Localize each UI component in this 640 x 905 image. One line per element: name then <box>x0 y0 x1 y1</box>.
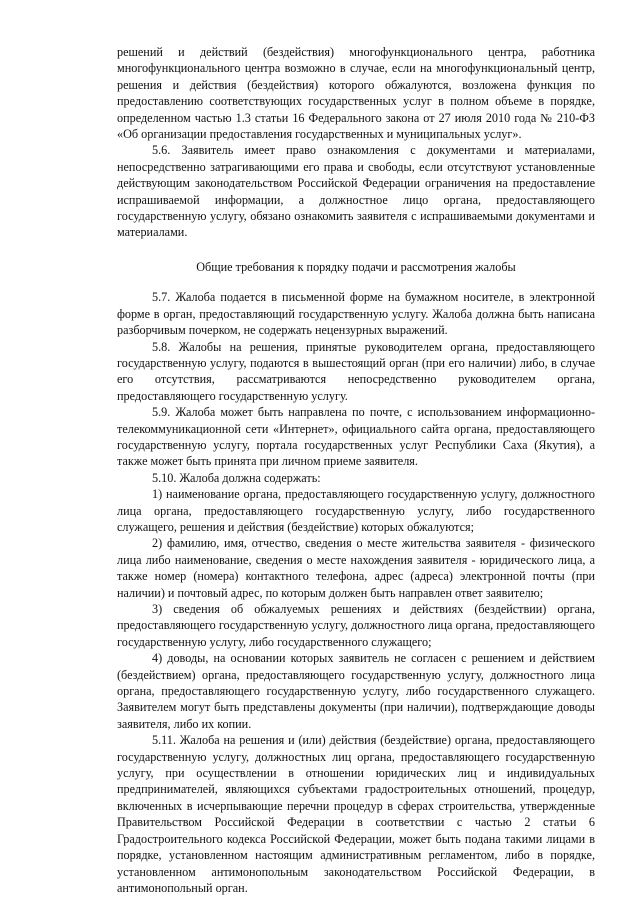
paragraph-5-6: 5.6. Заявитель имеет право ознакомления с документами и материалами, непосредственно затрагивающими его права и свободы, если отсутствуют установленные действующим законодательством Российской Федерации ограничения на предоставление испрашиваемой информации, а должностное лицо органа, предоставляющего государственную услугу, обязано ознакомить заявителя с испрашиваемыми документами и материалами. <box>117 143 595 240</box>
paragraph-5-11: 5.11. Жалоба на решения и (или) действия (бездействие) органа, предоставляющего государственную услугу, должностных лиц органа, предоставляющего государственную услугу, при осуществлении в отношении юридических лиц и индивидуальных предпринимателей, являющихся субъектами градостроительных отношений, процедур, включенных в исчерпывающие перечни процедур в сферах строительства, утвержденные Правительством Российской Федерации в соответствии с частью 2 статьи 6 Градостроительного кодекса Российской Федерации, может быть подана такими лицами в порядке, установленном настоящим административным регламентом, либо в порядке, установленном антимонопольным законодательством Российской Федерации, в антимонопольный орган. <box>117 733 595 895</box>
paragraph-5-9: 5.9. Жалоба может быть направлена по почте, с использованием информационно-телекоммуникационной сети «Интернет», официального сайта органа, предоставляющего государственную услугу, портала государственных услуг Республики Саха (Якутия), а также может быть принята при личном приеме заявителя. <box>117 405 595 469</box>
paragraph-5-7: 5.7. Жалоба подается в письменной форме на бумажном носителе, в электронной форме в орган, предоставляющий государственную услугу. Жалоба должна быть написана разборчивым почерком, не содержать нецензурных выражений. <box>117 290 595 338</box>
paragraph-5-8: 5.8. Жалобы на решения, принятые руководителем органа, предоставляющего государственную услугу, подаются в вышестоящий орган (при его наличии) либо, в случае его отсутствия, рассматриваются непосредственно руководителем органа, предоставляющего государственную услугу. <box>117 339 595 403</box>
list-item-3: 3) сведения об обжалуемых решениях и действиях (бездействии) органа, предоставляющего государственную услугу, должностного лица органа, предоставляющего государственную услугу, либо государственного служащего; <box>117 602 595 649</box>
paragraph-5-10: 5.10. Жалоба должна содержать: <box>152 470 321 485</box>
list-item-2: 2) фамилию, имя, отчество, сведения о месте жительства заявителя - физического лица либо наименование, сведения о месте нахождения заявителя - юридического лица, а также номер (номера) контактного телефона, адрес (адреса) электронной почты (при наличии) и почтовый адрес, по которым должен быть направлен ответ заявителю; <box>117 536 595 600</box>
paragraph-continuation: решений и действий (бездействия) многофункционального центра, работника многофункционального центра возможно в случае, если на многофункциональный центр, решения и действия (бездействия) которого обжалуются, возложена функция по предоставлению соответствующих государственных услуг в полном объеме в порядке, определенном частью 1.3 статьи 16 Федерального закона от 27 июля 2010 года № 210-ФЗ «Об организации предоставления государственных и муниципальных услуг». <box>117 45 595 142</box>
document-page <box>117 44 595 896</box>
list-item-1: 1) наименование органа, предоставляющего государственную услугу, должностного лица органа, предоставляющего государственную услугу, либо государственного служащего, решения и действия (бездействие) которых обжалуются; <box>117 487 595 534</box>
section-heading: Общие требования к порядку подачи и рассмотрения жалобы <box>196 259 516 274</box>
list-item-4: 4) доводы, на основании которых заявитель не согласен с решением и действием (бездействием) органа, предоставляющего государственную услугу, должностного лица органа, предоставляющего государственную услугу, либо государственного служащего. Заявителем могут быть представлены документы (при наличии), подтверждающие доводы заявителя, либо их копии. <box>117 651 595 731</box>
